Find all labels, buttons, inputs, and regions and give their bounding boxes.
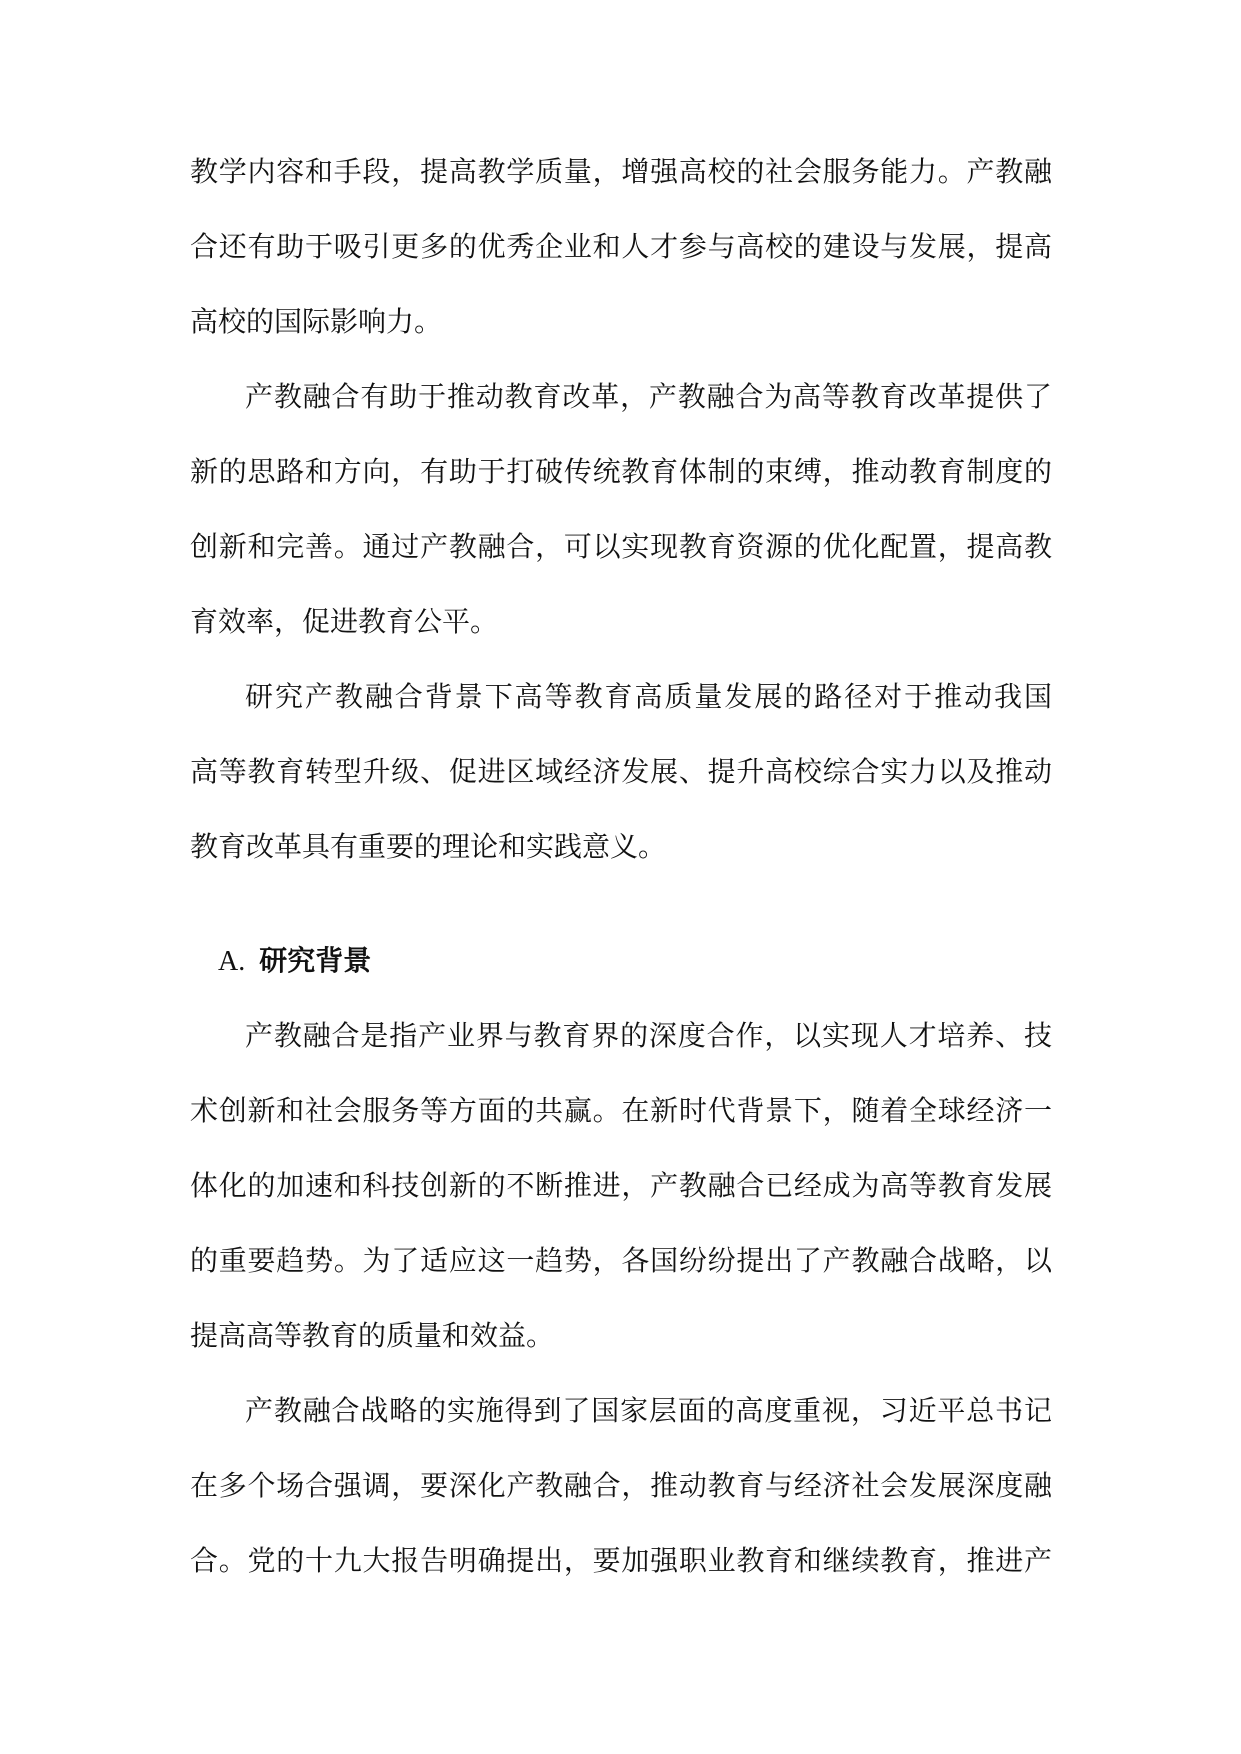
text-line: 研究产教融合背景下高等教育高质量发展的路径对于推动我国 (245, 682, 1052, 713)
text-line: 产教融合有助于推动教育改革，产教融合为高等教育改革提供了 (245, 382, 1052, 413)
paragraph-5 (190, 1374, 1052, 1599)
text-line: 创新和完善。通过产教融合，可以实现教育资源的优化配置，提高教 (190, 532, 1052, 563)
section-heading (190, 924, 1052, 999)
paragraph-3 (190, 660, 1052, 885)
paragraph-2 (190, 360, 1052, 660)
text-line: 提高高等教育的质量和效益。 (190, 1321, 555, 1352)
text-line: 产教融合战略的实施得到了国家层面的高度重视，习近平总书记 (245, 1396, 1052, 1427)
text-line: 产教融合是指产业界与教育界的深度合作，以实现人才培养、技 (245, 1021, 1052, 1052)
text-line: 教育改革具有重要的理论和实践意义。 (190, 832, 667, 863)
paragraph-4 (190, 999, 1052, 1374)
text-line: 教学内容和手段，提高教学质量，增强高校的社会服务能力。产教融 (190, 157, 1052, 188)
text-line: 育效率，促进教育公平。 (190, 607, 499, 638)
text-line: 新的思路和方向，有助于打破传统教育体制的束缚，推动教育制度的 (190, 457, 1052, 488)
text-line: 合还有助于吸引更多的优秀企业和人才参与高校的建设与发展，提高 (190, 232, 1052, 263)
text-line: 高校的国际影响力。 (190, 307, 443, 338)
section-heading-title: 研究背景 (259, 946, 372, 977)
text-line: 术创新和社会服务等方面的共赢。在新时代背景下，随着全球经济一 (190, 1096, 1052, 1127)
text-line: 的重要趋势。为了适应这一趋势，各国纷纷提出了产教融合战略，以 (190, 1246, 1052, 1277)
text-line: 在多个场合强调，要深化产教融合，推动教育与经济社会发展深度融 (190, 1471, 1052, 1502)
text-line: 合。党的十九大报告明确提出，要加强职业教育和继续教育，推进产 (190, 1546, 1052, 1577)
text-line: 体化的加速和科技创新的不断推进，产教融合已经成为高等教育发展 (190, 1171, 1052, 1202)
text-line: 高等教育转型升级、促进区域经济发展、提升高校综合实力以及推动 (190, 757, 1052, 788)
page-content (190, 135, 1052, 1599)
section-heading-label: A. (218, 946, 246, 977)
paragraph-1 (190, 135, 1052, 360)
